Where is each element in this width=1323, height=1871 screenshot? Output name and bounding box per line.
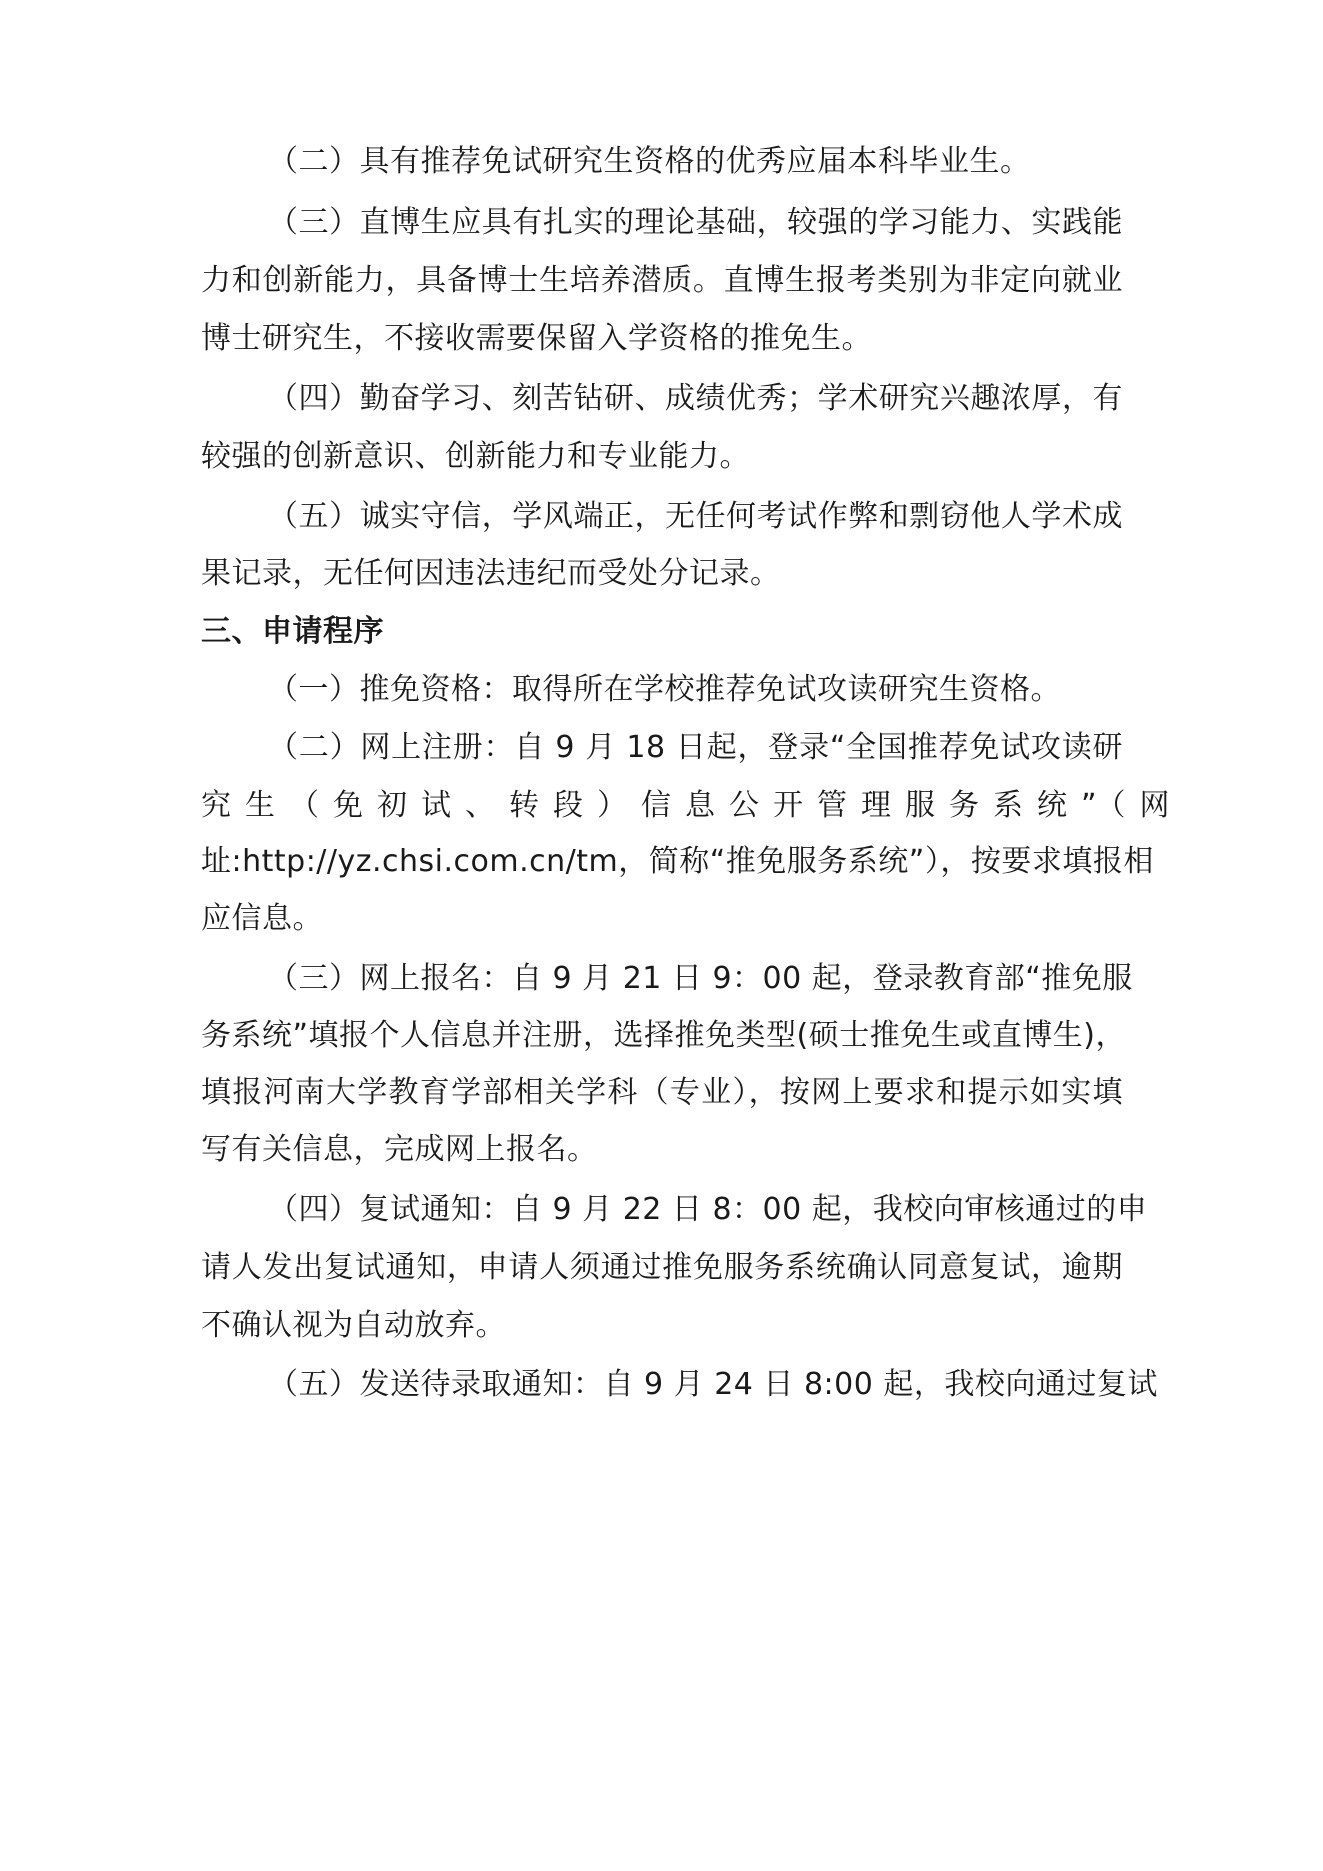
- section-heading: 三、申请程序: [201, 614, 384, 649]
- paragraph-line: （三）网上报名：自 9 月 21 日 9：00 起，登录教育部“推免服: [268, 961, 1133, 996]
- paragraph-line: （二）网上注册：自 9 月 18 日起，登录“全国推荐免试攻读研: [268, 730, 1123, 765]
- paragraph-line: （一）推免资格：取得所在学校推荐免试攻读研究生资格。: [268, 672, 1061, 707]
- paragraph-line: 请人发出复试通知，申请人须通过推免服务系统确认同意复试，逾期: [201, 1250, 1123, 1285]
- paragraph-line: 写有关信息，完成网上报名。: [201, 1132, 598, 1167]
- paragraph-line: 力和创新能力，具备博士生培养潜质。直博生报考类别为非定向就业: [201, 263, 1123, 298]
- paragraph-line: 址:http://yz.chsi.com.cn/tm，简称“推免服务系统”），按要求填报相: [201, 844, 1154, 879]
- paragraph-line: （三）直博生应具有扎实的理论基础，较强的学习能力、实践能: [268, 205, 1123, 240]
- paragraph-line: 务系统”填报个人信息并注册，选择推免类型(硕士推免生或直博生)，: [201, 1018, 1126, 1053]
- paragraph-line: 果记录，无任何因违法违纪而受处分记录。: [201, 556, 781, 591]
- paragraph-line: （五）诚实守信，学风端正，无任何考试作弊和剽窃他人学术成: [268, 499, 1123, 534]
- paragraph-line: 博士研究生，不接收需要保留入学资格的推免生。: [201, 321, 872, 356]
- paragraph-line: 较强的创新意识、创新能力和专业能力。: [201, 439, 750, 474]
- paragraph-line: 不确认视为自动放弃。: [201, 1308, 506, 1343]
- paragraph-line: 填报河南大学教育学部相关学科（专业），按网上要求和提示如实填: [201, 1075, 1123, 1110]
- paragraph-line: 应信息。: [201, 901, 323, 936]
- paragraph-line: （五）发送待录取通知：自 9 月 24 日 8:00 起，我校向通过复试: [268, 1367, 1158, 1402]
- paragraph-line: 究生（免初试、转段）信息公开管理服务系统”（网: [201, 788, 1184, 823]
- paragraph-line: （二）具有推荐免试研究生资格的优秀应届本科毕业生。: [268, 144, 1031, 179]
- paragraph-line: （四）复试通知：自 9 月 22 日 8：00 起，我校向审核通过的申: [268, 1192, 1148, 1227]
- paragraph-line: （四）勤奋学习、刻苦钻研、成绩优秀；学术研究兴趣浓厚，有: [268, 381, 1123, 416]
